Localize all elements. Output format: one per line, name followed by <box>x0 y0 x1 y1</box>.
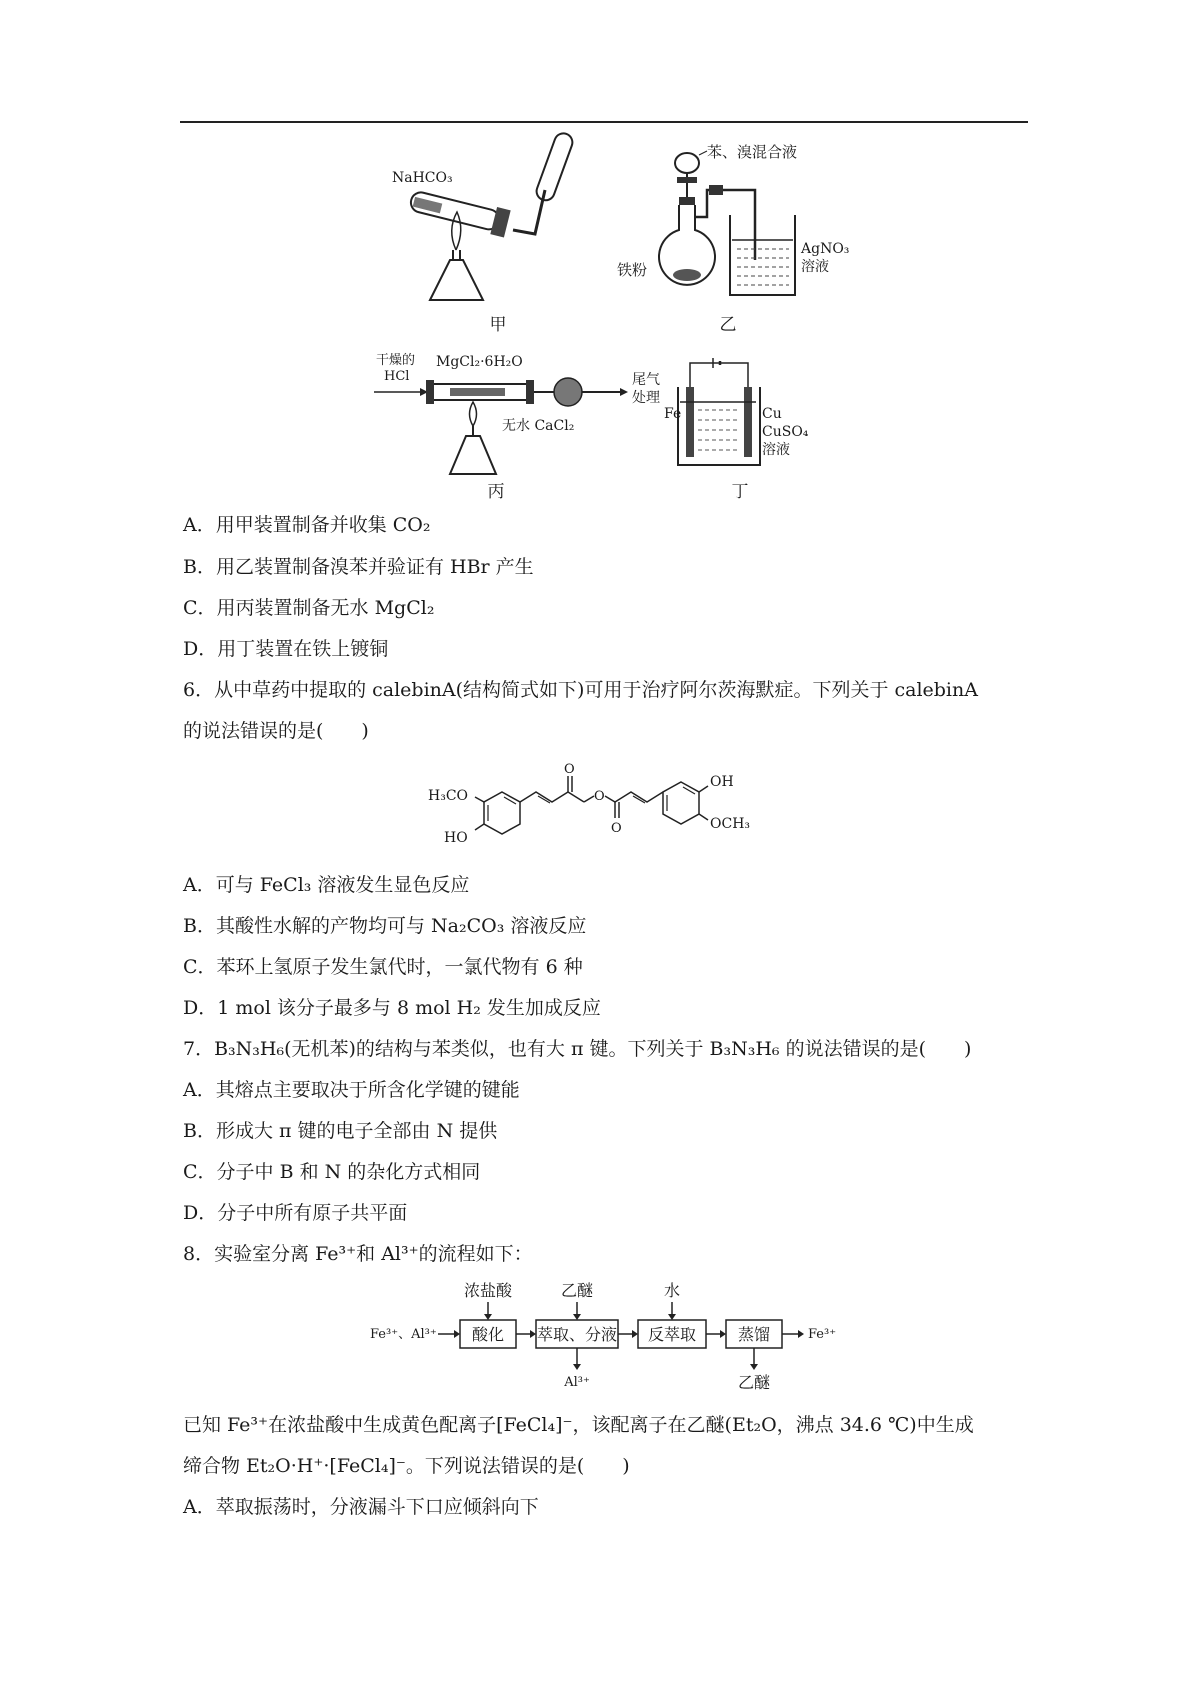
group-ho: HO <box>444 830 468 846</box>
q6-option-b: B．其酸性水解的产物均可与 Na₂CO₃ 溶液反应 <box>183 915 587 937</box>
bing-label-inlet-1: 干燥的 <box>376 353 416 368</box>
flow-byproduct-al: Al³⁺ <box>564 1375 590 1390</box>
flow-step-acidify: 酸化 <box>471 1325 505 1344</box>
q6-stem-line1: 6．从中草药中提取的 calebinA(结构简式如下)可用于治疗阿尔茨海默症。下列关于 calebinA <box>183 679 978 701</box>
q5-option-c: C．用丙装置制备无水 MgCl₂ <box>183 597 435 619</box>
flow-output: Fe³⁺ <box>808 1327 837 1342</box>
q7-option-a: A．其熔点主要取决于所含化学键的键能 <box>183 1079 520 1101</box>
group-och3: OCH₃ <box>710 816 751 832</box>
group-o-carbonyl: O <box>611 821 622 836</box>
yi-label-solution: 溶液 <box>801 259 829 275</box>
q6-option-c: C．苯环上氢原子发生氯代时，一氯代物有 6 种 <box>183 956 583 978</box>
ding-label-cuso4: CuSO₄ <box>762 424 809 440</box>
q5-option-a: A．用甲装置制备并收集 CO₂ <box>183 514 431 536</box>
bing-label-drying: 无水 CaCl₂ <box>502 418 575 434</box>
apparatus-ding <box>664 355 828 475</box>
jia-label: NaHCO₃ <box>392 170 453 186</box>
flow-byproduct-ether: 乙醚 <box>737 1373 771 1392</box>
caption-bing: 丙 <box>487 482 505 502</box>
ding-label-solution: 溶液 <box>762 442 790 458</box>
group-o-ester: O <box>594 789 605 804</box>
q8-known-line2: 缔合物 Et₂O·H⁺·[FeCl₄]⁻。下列说法错误的是( ) <box>183 1455 630 1477</box>
calebin-structure <box>430 762 790 882</box>
flow-input: Fe³⁺、Al³⁺ <box>370 1327 437 1342</box>
yi-label-top: 苯、溴混合液 <box>707 143 798 161</box>
q6-option-a: A．可与 FeCl₃ 溶液发生显色反应 <box>183 874 470 896</box>
caption-jia: 甲 <box>489 315 507 335</box>
flow-step-extract: 萃取、分液 <box>536 1325 618 1344</box>
yi-label-agno3: AgNO₃ <box>801 241 850 257</box>
ding-label-cu: Cu <box>762 406 782 422</box>
header-rule <box>180 121 1028 123</box>
bing-label-inlet-2: HCl <box>384 369 410 384</box>
apparatus-yi <box>615 145 855 305</box>
flow-reagent-ether: 乙醚 <box>560 1281 594 1300</box>
caption-ding: 丁 <box>731 482 749 502</box>
apparatus-jia <box>392 150 575 310</box>
bing-label-salt: MgCl₂·6H₂O <box>436 354 523 370</box>
yi-label-iron: 铁粉 <box>617 261 648 279</box>
q8-known-line1: 已知 Fe³⁺在浓盐酸中生成黄色配离子[FeCl₄]⁻，该配离子在乙醚(Et₂O，沸点 34.6 ℃)中生成 <box>183 1414 974 1436</box>
separation-flowchart <box>370 1278 840 1398</box>
group-h3co: H₃CO <box>428 788 469 804</box>
ding-label-fe: Fe <box>664 406 682 422</box>
q7-option-c: C．分子中 B 和 N 的杂化方式相同 <box>183 1161 481 1183</box>
flow-step-distill: 蒸馏 <box>737 1325 771 1344</box>
q5-option-d: D．用丁装置在铁上镀铜 <box>183 638 389 660</box>
group-oh: OH <box>710 774 734 790</box>
q7-option-d: D．分子中所有原子共平面 <box>183 1202 408 1224</box>
apparatus-bing <box>370 350 670 478</box>
q7-option-b: B．形成大 π 键的电子全部由 N 提供 <box>183 1120 498 1142</box>
q8-stem: 8．实验室分离 Fe³⁺和 Al³⁺的流程如下： <box>183 1243 533 1265</box>
flow-reagent-water: 水 <box>663 1281 681 1300</box>
group-o-ketone: O <box>564 762 575 777</box>
flow-step-back-extract: 反萃取 <box>647 1325 697 1344</box>
flow-reagent-hcl: 浓盐酸 <box>463 1281 513 1300</box>
q8-option-a: A．萃取振荡时，分液漏斗下口应倾斜向下 <box>183 1496 539 1518</box>
bing-label-tail-2: 处理 <box>632 390 660 406</box>
bing-label-tail-1: 尾气 <box>632 372 660 388</box>
q5-option-b: B．用乙装置制备溴苯并验证有 HBr 产生 <box>183 556 534 578</box>
q7-stem: 7．B₃N₃H₆(无机苯)的结构与苯类似，也有大 π 键。下列关于 B₃N₃H₆ 的说法错误的是( ) <box>183 1038 972 1060</box>
q6-option-d: D．1 mol 该分子最多与 8 mol H₂ 发生加成反应 <box>183 997 601 1019</box>
caption-yi: 乙 <box>719 315 737 335</box>
q6-stem-line2: 的说法错误的是( ) <box>183 720 369 742</box>
